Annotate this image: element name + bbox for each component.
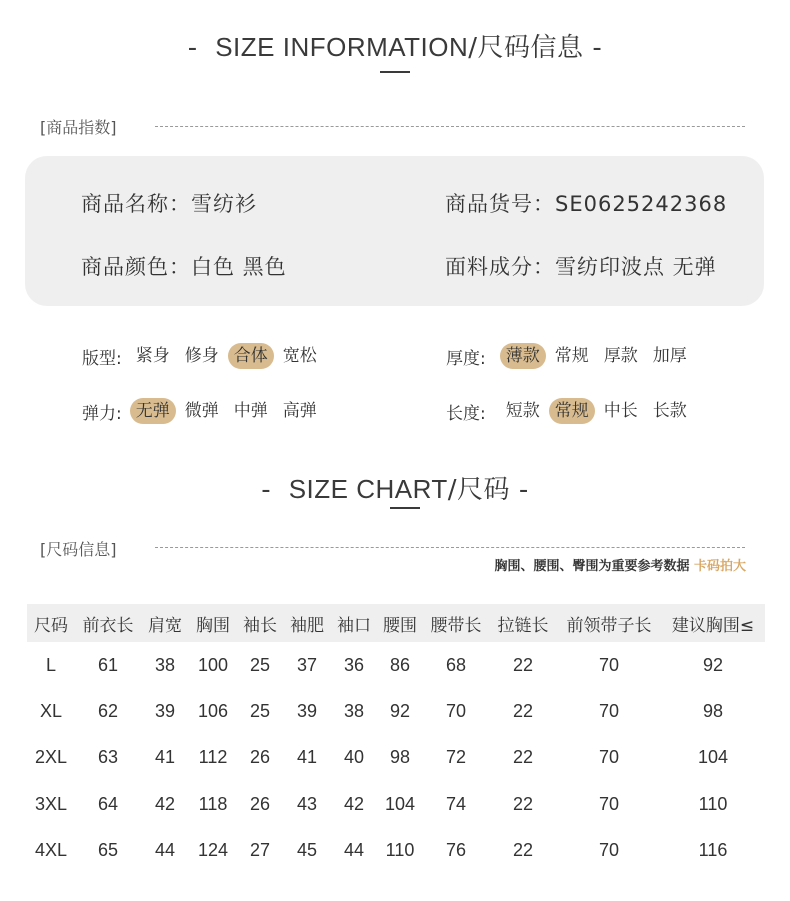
size-table-cell: 104	[697, 747, 729, 768]
size-table-header: 袖长	[237, 604, 283, 642]
attr-thickness-option: 常规	[554, 346, 589, 366]
attr-length-option: 长款	[652, 401, 687, 421]
size-table-cell: 86	[389, 654, 411, 675]
size-table-size-cell: 2XL	[34, 747, 68, 768]
size-table-cell: 37	[296, 654, 318, 675]
product-fabric: 面料成分：雪纺印波点 无弹	[445, 255, 717, 279]
size-table-cell: 70	[598, 840, 620, 861]
attr-stretch-option: 高弹	[282, 401, 317, 421]
attr-length-option: 短款	[505, 401, 540, 421]
size-table-size-cell: L	[45, 654, 56, 675]
size-table-row	[27, 642, 765, 688]
size-table-cell: 40	[343, 747, 365, 768]
product-color: 商品颜色：白色 黑色	[81, 255, 287, 279]
size-section-divider	[155, 547, 745, 548]
attr-fit-label: 版型:	[82, 348, 122, 369]
size-table-cell: 62	[97, 701, 119, 722]
size-table-cell: 38	[343, 701, 365, 722]
size-table-header: 拉链长	[489, 604, 557, 642]
size-table-cell: 70	[598, 747, 620, 768]
attr-fit-option: 修身	[184, 346, 219, 366]
size-table-cell: 22	[512, 840, 534, 861]
size-table-cell: 64	[97, 793, 119, 814]
size-section-label: [尺码信息]	[40, 540, 117, 559]
size-heading-underline	[390, 507, 420, 509]
size-table-header: 前衣长	[75, 604, 141, 642]
size-table-cell: 42	[343, 793, 365, 814]
size-table-header: 袖肥	[283, 604, 331, 642]
size-table-cell: 72	[445, 747, 467, 768]
attr-thickness-label: 厚度:	[446, 348, 486, 369]
size-table-cell: 41	[296, 747, 318, 768]
size-table-cell: 26	[249, 793, 271, 814]
size-table-cell: 112	[198, 747, 228, 768]
attr-thickness-option: 加厚	[652, 346, 687, 366]
size-table	[27, 604, 765, 874]
size-heading-title-en: SIZE CHART	[288, 474, 448, 504]
size-table-cell: 118	[198, 793, 228, 814]
attr-stretch-option: 微弹	[184, 401, 219, 421]
product-section-divider	[155, 126, 745, 127]
size-table-cell: 45	[296, 840, 318, 861]
size-heading-dash-left: -	[261, 475, 272, 505]
attr-length-label: 长度:	[446, 403, 486, 424]
size-table-cell: 44	[154, 840, 176, 861]
size-table-cell: 61	[97, 654, 119, 675]
size-table-row	[27, 688, 765, 734]
size-table-cell: 106	[197, 701, 229, 722]
product-info-panel	[25, 156, 764, 306]
size-table-header: 腰围	[377, 604, 423, 642]
size-table-cell: 39	[296, 701, 318, 722]
size-table-cell: 41	[154, 747, 176, 768]
size-table-cell: 63	[97, 747, 119, 768]
size-note-accent: 卡码拍大	[693, 559, 746, 574]
attr-stretch-label: 弹力:	[82, 403, 122, 424]
size-table-cell: 44	[343, 840, 365, 861]
product-sku: 商品货号：SE0625242368	[445, 192, 728, 216]
product-section-label: [商品指数]	[40, 118, 117, 137]
size-table-cell: 92	[389, 701, 411, 722]
size-table-cell: 22	[512, 747, 534, 768]
size-table-header: 尺码	[27, 604, 75, 642]
size-table-cell: 38	[154, 654, 176, 675]
size-table-cell: 65	[97, 840, 119, 861]
size-table-header: 肩宽	[141, 604, 189, 642]
attr-thickness	[446, 343, 696, 369]
size-table-cell: 39	[154, 701, 176, 722]
size-heading-dash-right: -	[518, 475, 529, 505]
size-table-row	[27, 781, 765, 827]
size-table-header: 前领带子长	[557, 604, 661, 642]
heading-title-en: SIZE INFORMATION	[215, 32, 469, 62]
size-table-cell: 43	[296, 793, 318, 814]
size-table-cell: 36	[343, 654, 365, 675]
attr-length-option: 中长	[603, 401, 638, 421]
heading-underline	[380, 71, 410, 73]
size-table-cell: 104	[384, 793, 416, 814]
attr-fit-option: 紧身	[135, 346, 170, 366]
size-table-header: 建议胸围≤	[661, 604, 765, 642]
size-table-cell: 25	[249, 701, 271, 722]
size-table-cell: 98	[389, 747, 411, 768]
size-note-text: 胸围、腰围、臀围为重要参考数据	[494, 559, 690, 574]
size-table-cell: 110	[385, 840, 415, 861]
size-information-heading	[0, 27, 790, 64]
size-table-cell: 124	[197, 840, 229, 861]
attr-fit	[82, 343, 326, 369]
attr-fit-option-selected: 合体	[228, 343, 274, 369]
heading-dash-right: -	[592, 33, 603, 63]
attr-fit-option: 宽松	[282, 346, 317, 366]
attr-length-option-selected: 常规	[549, 398, 595, 424]
size-table-cell: 22	[512, 654, 534, 675]
size-table-cell: 76	[445, 840, 467, 861]
attr-thickness-option: 厚款	[603, 346, 638, 366]
size-table-header-row	[27, 604, 765, 642]
product-name: 商品名称：雪纺衫	[81, 192, 257, 216]
size-note	[494, 555, 746, 574]
heading-dash-left: -	[187, 33, 198, 63]
size-table-cell: 42	[154, 793, 176, 814]
attr-stretch	[82, 398, 326, 424]
attr-stretch-option: 中弹	[233, 401, 268, 421]
size-table-cell: 27	[249, 840, 271, 861]
size-table-cell: 26	[249, 747, 271, 768]
size-table-cell: 22	[512, 793, 534, 814]
size-table-cell: 74	[445, 793, 467, 814]
size-table-cell: 100	[197, 654, 229, 675]
attr-thickness-option-selected: 薄款	[500, 343, 546, 369]
size-table-size-cell: 4XL	[34, 840, 68, 861]
heading-title-cn: /尺码信息	[468, 33, 584, 63]
size-table-cell: 68	[445, 654, 467, 675]
size-table-cell: 70	[598, 654, 620, 675]
size-table-size-cell: 3XL	[34, 793, 68, 814]
attr-length	[446, 398, 696, 424]
size-table-cell: 110	[698, 793, 728, 814]
size-heading-title-cn: /尺码	[447, 475, 511, 505]
size-table-cell: 116	[698, 840, 728, 861]
attr-stretch-option-selected: 无弹	[130, 398, 176, 424]
size-table-header: 袖口	[331, 604, 377, 642]
size-table-cell: 22	[512, 701, 534, 722]
size-table-cell: 25	[249, 654, 271, 675]
size-chart-heading	[0, 469, 790, 506]
size-table-row	[27, 735, 765, 781]
size-table-cell: 98	[702, 701, 724, 722]
size-table-cell: 70	[445, 701, 467, 722]
size-table-header: 腰带长	[423, 604, 489, 642]
size-table-cell: 92	[702, 654, 724, 675]
size-table-size-cell: XL	[39, 701, 63, 722]
size-table-row	[27, 828, 765, 874]
size-table-header: 胸围	[189, 604, 237, 642]
size-table-cell: 70	[598, 793, 620, 814]
size-table-cell: 70	[598, 701, 620, 722]
